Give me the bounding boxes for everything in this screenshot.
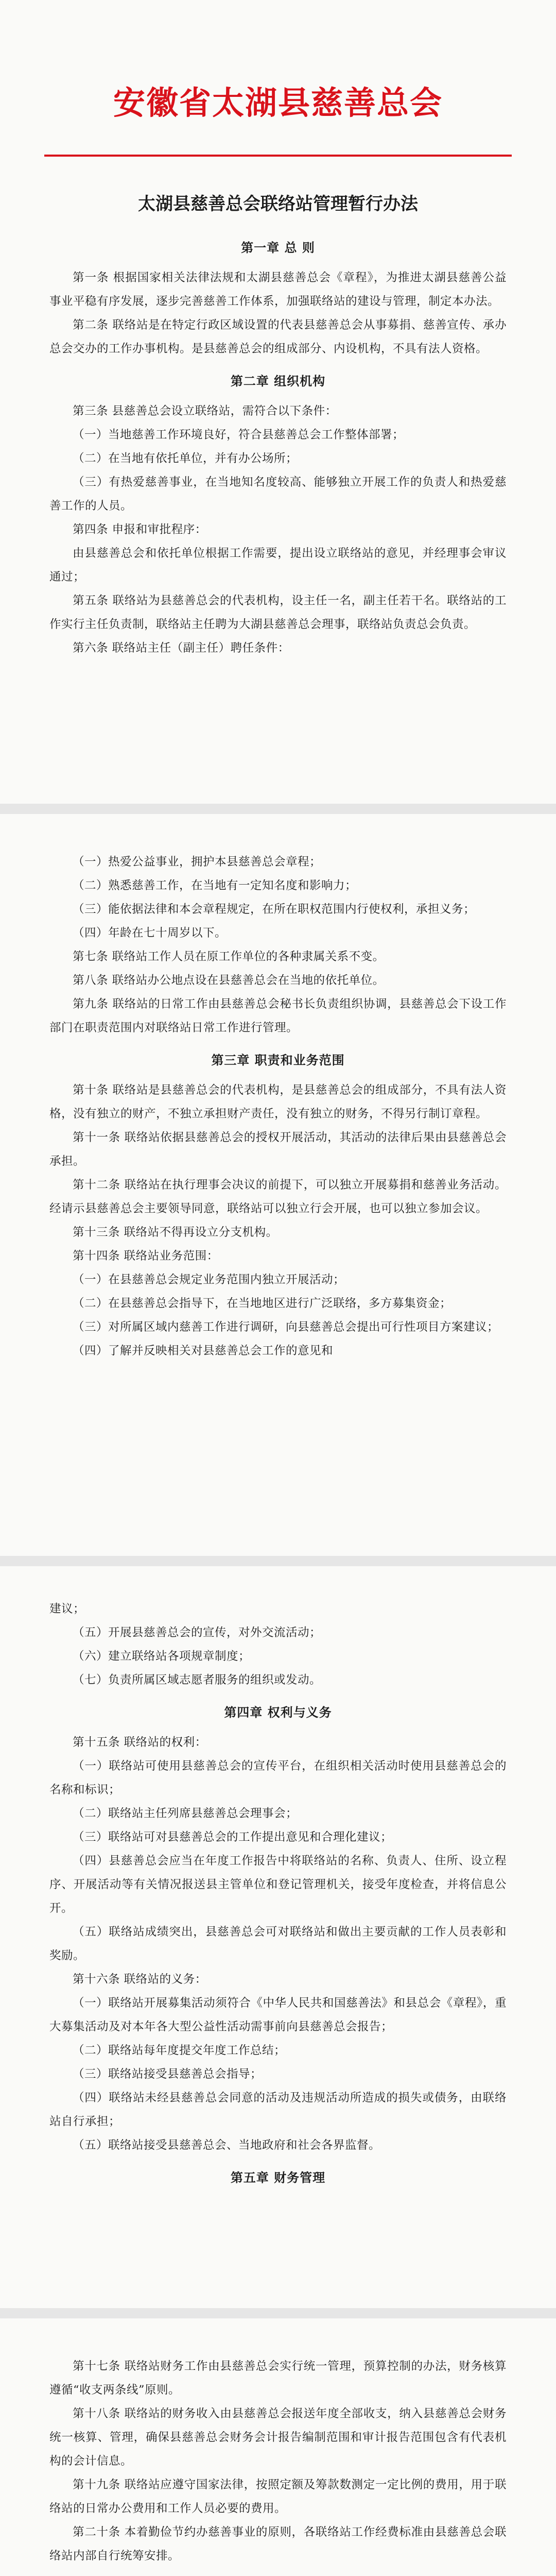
article-paragraph: （三）联络站可对县慈善总会的工作提出意见和合理化建议； <box>73 1831 393 1844</box>
article-paragraph: 第十六条 联络站的义务： <box>73 1973 207 1986</box>
article-paragraph: （四）了解并反映相关对县慈善总会工作的意见和 <box>73 1344 334 1358</box>
document-title: 太湖县慈善总会联络站管理暂行办法 <box>138 194 418 214</box>
document-page-2 <box>0 814 556 1556</box>
article-paragraph: 第一条 根据国家相关法律法规和太湖县慈善总会《章程》，为推进太湖县慈善公益事业平稳有序发展，逐步完善慈善工作体系，加强联络站的建设与管理，制定本办法。 <box>49 271 507 308</box>
article-paragraph: 第八条 联络站办公地点设在县慈善总会在当地的依托单位。 <box>73 974 385 987</box>
article-paragraph: （一）热爱公益事业，拥护本县慈善总会章程； <box>73 855 322 869</box>
article-paragraph: （二）联络站每年度提交年度工作总结； <box>73 2044 286 2057</box>
article-paragraph: 第六条 联络站主任（副主任）聘任条件： <box>73 641 290 655</box>
article-paragraph: 第十一条 联络站依据县慈善总会的授权开展活动，其活动的法律后果由县慈善总会承担。 <box>49 1131 507 1168</box>
article-paragraph: 第十四条 联络站业务范围： <box>73 1249 219 1263</box>
article-paragraph: （三）联络站接受县慈善总会指导； <box>73 2067 263 2081</box>
article-paragraph: 第十条 联络站是县慈善总会的代表机构，是县慈善总会的组成部分，不具有法人资格，没有独立的财产，不独立承担财产责任，没有独立的财务，不得另行制订章程。 <box>49 1083 507 1121</box>
article-paragraph: （五）开展县慈善总会的宣传，对外交流活动； <box>73 1626 322 1639</box>
article-paragraph: （二）在县慈善总会指导下，在当地地区进行广泛联络，多方募集资金； <box>73 1297 452 1310</box>
article-paragraph: 第十七条 联络站财务工作由县慈善总会实行统一管理，预算控制的办法，财务核算遵循“收支两条线”原则。 <box>49 2360 507 2397</box>
article-paragraph: （三）能依据法律和本会章程规定，在所在职权范围内行使权利，承担义务； <box>73 903 476 916</box>
article-paragraph: （五）联络站接受县慈善总会、当地政府和社会各界监督。 <box>73 2139 381 2152</box>
letterhead-title: 安徽省太湖县慈善总会 <box>113 84 443 122</box>
article-paragraph: 第十二条 联络站在执行理事会决议的前提下，可以独立开展募捐和慈善业务活动。经请示县慈善总会主要领导同意，联络站可以独立行会开展，也可以独立参加会议。 <box>49 1178 507 1215</box>
article-paragraph: （三）对所属区域内慈善工作进行调研，向县慈善总会提出可行性项目方案建议； <box>73 1320 499 1334</box>
article-paragraph: （三）有热爱慈善事业，在当地知名度较高、能够独立开展工作的负责人和热爱慈善工作的人员。 <box>49 476 507 513</box>
article-paragraph: （四）联络站未经县慈善总会同意的活动及违规活动所造成的损失或债务，由联络站自行承担； <box>49 2091 507 2128</box>
article-paragraph: （一）当地慈善工作环境良好，符合县慈善总会工作整体部署； <box>73 428 405 442</box>
article-paragraph: 第五条 联络站为县慈善总会的代表机构，设主任一名，副主任若干名。联络站的工作实行主任负责制，联络站主任聘为大湖县慈善总会理事，联络站负责总会负责。 <box>49 594 507 631</box>
article-paragraph: 建议； <box>49 1602 85 1616</box>
article-paragraph: （二）在当地有依托单位，并有办公场所； <box>73 452 298 465</box>
chapter-heading: 第五章 财务管理 <box>230 2170 326 2185</box>
chapter-heading: 第三章 职责和业务范围 <box>211 1053 345 1067</box>
article-paragraph: （一）联络站开展募集活动须符合《中华人民共和国慈善法》和县总会《章程》，重大募集活动及对本年各大型公益性活动需事前向县慈善总会报告； <box>49 1996 507 2033</box>
article-paragraph: 第二十条 本着勤俭节约办慈善事业的原则，各联络站工作经费标准由县慈善总会联络站内部自行统筹安排。 <box>49 2526 507 2563</box>
article-paragraph: （四）县慈善总会应当在年度工作报告中将联络站的名称、负责人、住所、设立程序、开展活动等有关情况报送县主管单位和登记管理机关，接受年度检查，并将信息公开。 <box>49 1854 507 1915</box>
chapter-heading: 第二章 组织机构 <box>230 374 326 388</box>
article-paragraph: （二）熟悉慈善工作，在当地有一定知名度和影响力； <box>73 879 357 892</box>
article-paragraph: 第三条 县慈善总会设立联络站，需符合以下条件： <box>73 404 337 418</box>
chapter-heading: 第一章 总 则 <box>241 240 315 255</box>
article-paragraph: （五）联络站成绩突出，县慈善总会可对联络站和做出主要贡献的工作人员表彰和奖励。 <box>49 1925 507 1962</box>
article-paragraph: 第十八条 联络站的财务收入由县慈善总会报送年度全部收支，纳入县慈善总会财务统一核算、管理，确保县慈善总会财务会计报告编制范围和审计报告范围包含有代表机构的会计信息。 <box>49 2407 507 2468</box>
article-paragraph: 第九条 联络站的日常工作由县慈善总会秘书长负责组织协调，县慈善总会下设工作部门在职责范围内对联络站日常工作进行管理。 <box>49 997 507 1035</box>
document-page-3 <box>0 1566 556 2308</box>
article-paragraph: 第十五条 联络站的权利： <box>73 1736 207 1749</box>
article-paragraph: （一）联络站可使用县慈善总会的宣传平台，在组织相关活动时使用县慈善总会的名称和标识； <box>49 1759 507 1797</box>
letterhead-red-rule <box>44 155 512 157</box>
article-paragraph: 第十九条 联络站应遵守国家法律，按照定额及筹款数测定一定比例的费用，用于联络站的日常办公费用和工作人员必要的费用。 <box>49 2478 507 2515</box>
article-paragraph: （六）建立联络站各项规章制度； <box>73 1650 251 1663</box>
article-paragraph: 第二条 联络站是在特定行政区域设置的代表县慈善总会从事募捐、慈善宣传、承办总会交办的工作办事机构。是县慈善总会的组成部分、内设机构，不具有法人资格。 <box>49 318 507 355</box>
article-paragraph: （七）负责所属区域志愿者服务的组织或发动。 <box>73 1673 322 1687</box>
article-paragraph: （四）年龄在七十周岁以下。 <box>73 926 227 940</box>
document-page-1 <box>0 0 556 804</box>
article-paragraph: 第七条 联络站工作人员在原工作单位的各种隶属关系不变。 <box>73 950 385 963</box>
chapter-heading: 第四章 权利与义务 <box>224 1705 332 1720</box>
article-paragraph: 第四条 申报和审批程序： <box>73 523 207 536</box>
article-paragraph: （二）联络站主任列席县慈善总会理事会； <box>73 1807 298 1820</box>
article-paragraph: （一）在县慈善总会规定业务范围内独立开展活动； <box>73 1273 345 1286</box>
document-page-4 <box>0 2318 556 2576</box>
article-paragraph: 由县慈善总会和依托单位根据工作需要，提出设立联络站的意见，并经理事会审议通过； <box>49 547 507 584</box>
article-paragraph: 第十三条 联络站不得再设立分支机构。 <box>73 1226 278 1239</box>
